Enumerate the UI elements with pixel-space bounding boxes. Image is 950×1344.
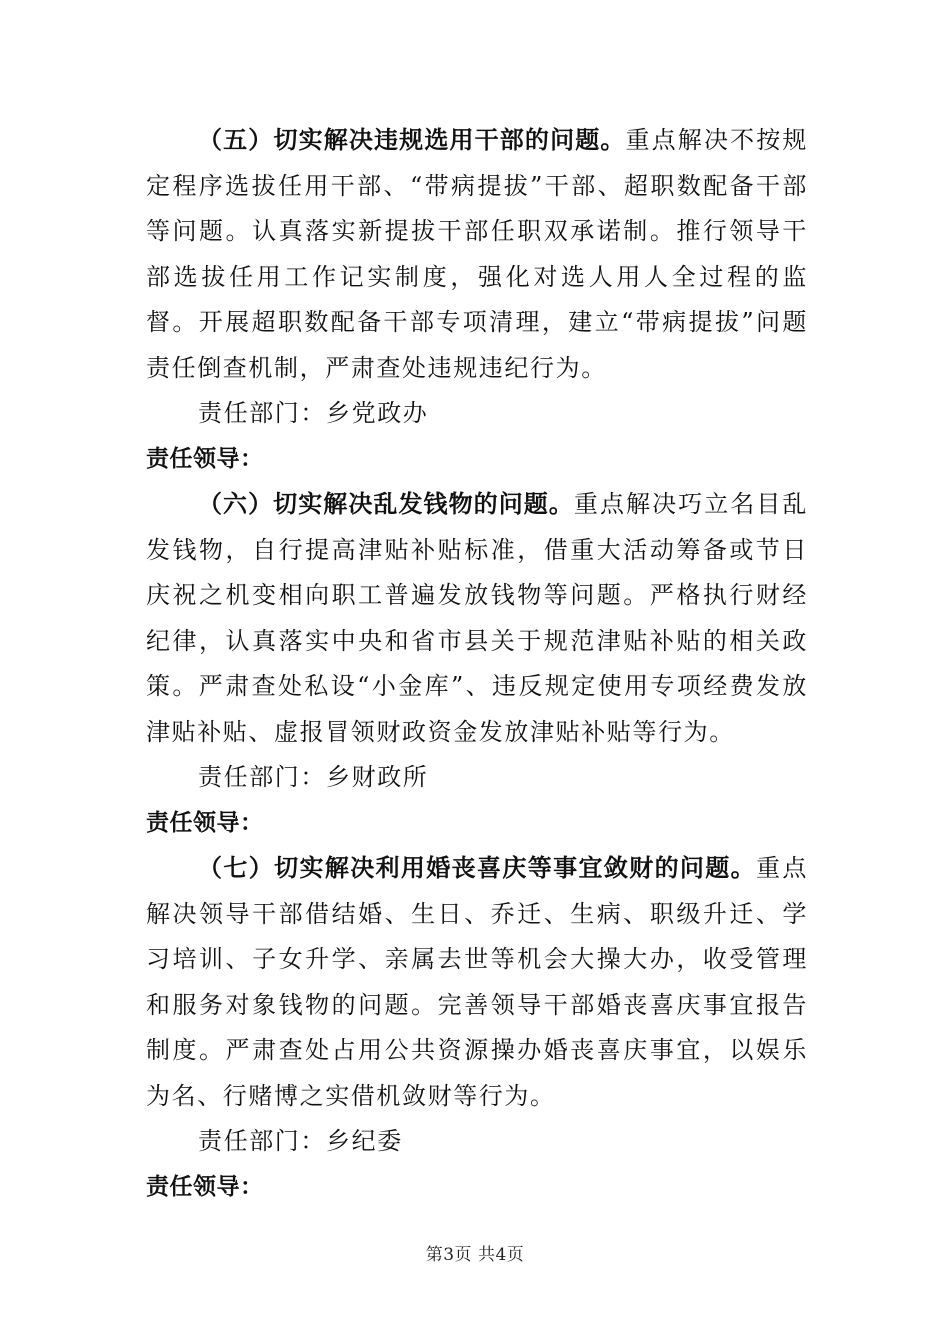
page-number-footer: 第3页 共4页 [425,1245,525,1265]
section-heading: （六）切实解决乱发钱物的问题。 [198,490,574,518]
section-heading: （七）切实解决利用婚丧喜庆等事宜敛财的问题。 [198,854,757,882]
responsible-leader: 责任领导： [146,445,264,472]
responsible-department: 责任部门：乡党政办 [198,399,429,427]
section-heading: （五）切实解决违规选用干部的问题。 [198,126,626,154]
document-body [146,118,808,1210]
section-body: 重点解决领导干部借结婚、生日、乔迁、生病、职级升迁、学习培训、子女升学、亲属去世等机会大操大办，收受管理和服务对象钱物的问题。完善领导干部婚丧喜庆事宜报告制度。严肃查处占用公共资源操办婚丧喜庆事宜，以娱乐为名、行赌博之实借机敛财等行为。 [146,854,808,1110]
section-body: 重点解决不按规定程序选拔任用干部、“带病提拔”干部、超职数配备干部等问题。认真落实新提拔干部任职双承诺制。推行领导干部选拔任用工作记实制度，强化对选人用人全过程的监督。开展超职数配备干部专项清理，建立“带病提拔”问题责任倒查机制，严肃查处违规违纪行为。 [146,126,809,382]
section-5 [146,118,808,482]
section-paragraph [146,118,808,391]
responsible-department: 责任部门：乡财政所 [198,763,429,791]
section-body: 重点解决巧立名目乱发钱物，自行提高津贴补贴标准，借重大活动筹备或节日庆祝之机变相向职工普遍发放钱物等问题。严格执行财经纪律，认真落实中央和省市县关于规范津贴补贴的相关政策。严肃查处私设“小金库”、违反规定使用专项经费发放津贴补贴、虚报冒领财政资金发放津贴补贴等行为。 [146,490,809,746]
section-7 [146,846,808,1210]
responsible-leader: 责任领导： [146,809,264,836]
responsible-leader: 责任领导： [146,1173,264,1200]
section-paragraph [146,846,808,1119]
section-6 [146,482,808,846]
responsible-department: 责任部门：乡纪委 [198,1127,403,1155]
section-paragraph [146,482,808,755]
